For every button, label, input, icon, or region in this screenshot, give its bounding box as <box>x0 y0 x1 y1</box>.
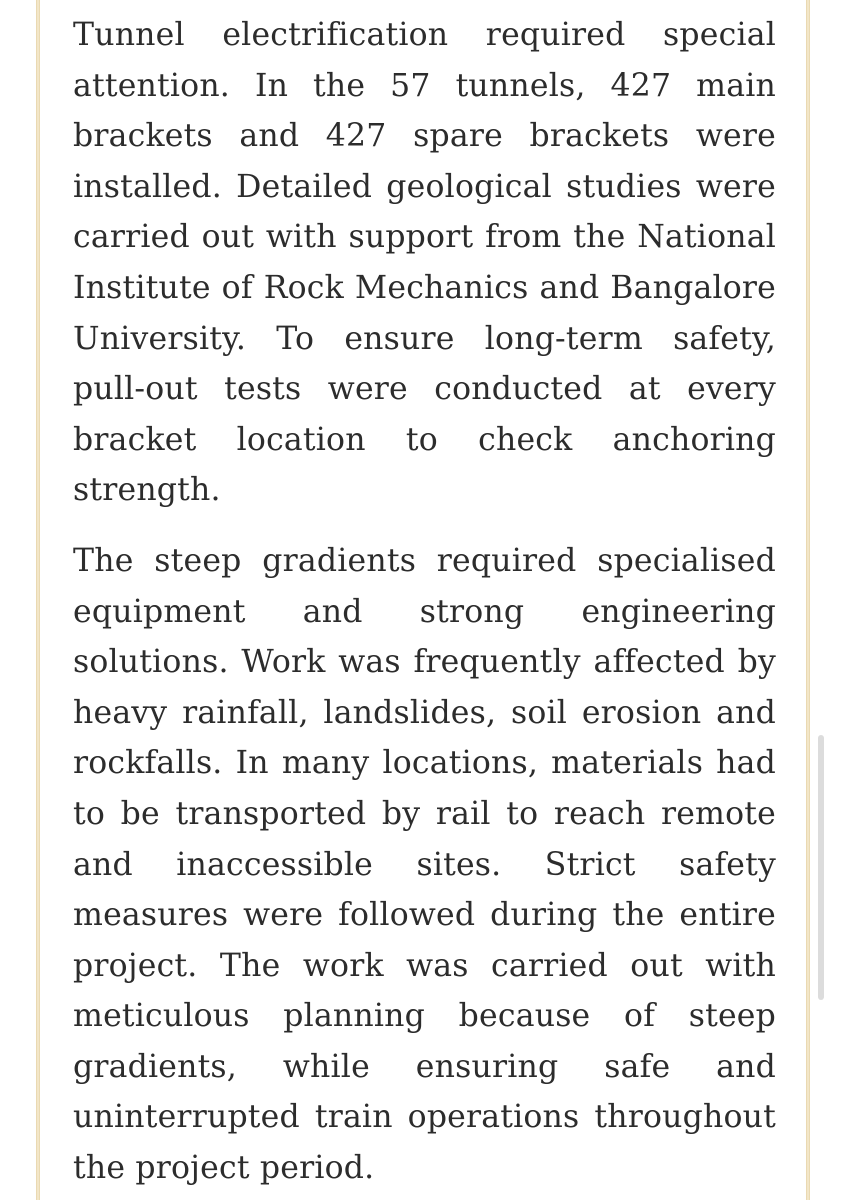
paragraph-steep-gradients: The steep gradients required specialised equipment and strong engineering solutions. Work was frequently affected by heavy rainfall, landslides, soil erosion and rockfalls. In many locations, materials had to be transported by rail to reach remote and inaccessible sites. Strict safety measures were followed during the entire project. The work was carried out with meticulous planning because of steep gradients, while ensuring safe and uninterrupted train operations throughout the project period. <box>73 542 776 1187</box>
paragraph-tunnel-electrification: Tunnel electrification required special attention. In the 57 tunnels, 427 main brackets and 427 spare brackets were installed. Detailed geological studies were carried out with support from the National Institute of Rock Mechanics and Bangalore University. To ensure long-term safety, pull-out tests were conducted at every bracket location to check anchoring strength. <box>73 17 776 509</box>
frame-border-right <box>806 0 810 1200</box>
article-body <box>73 10 776 1194</box>
scrollbar-thumb[interactable] <box>818 735 824 1000</box>
frame-border-left <box>36 0 40 1200</box>
